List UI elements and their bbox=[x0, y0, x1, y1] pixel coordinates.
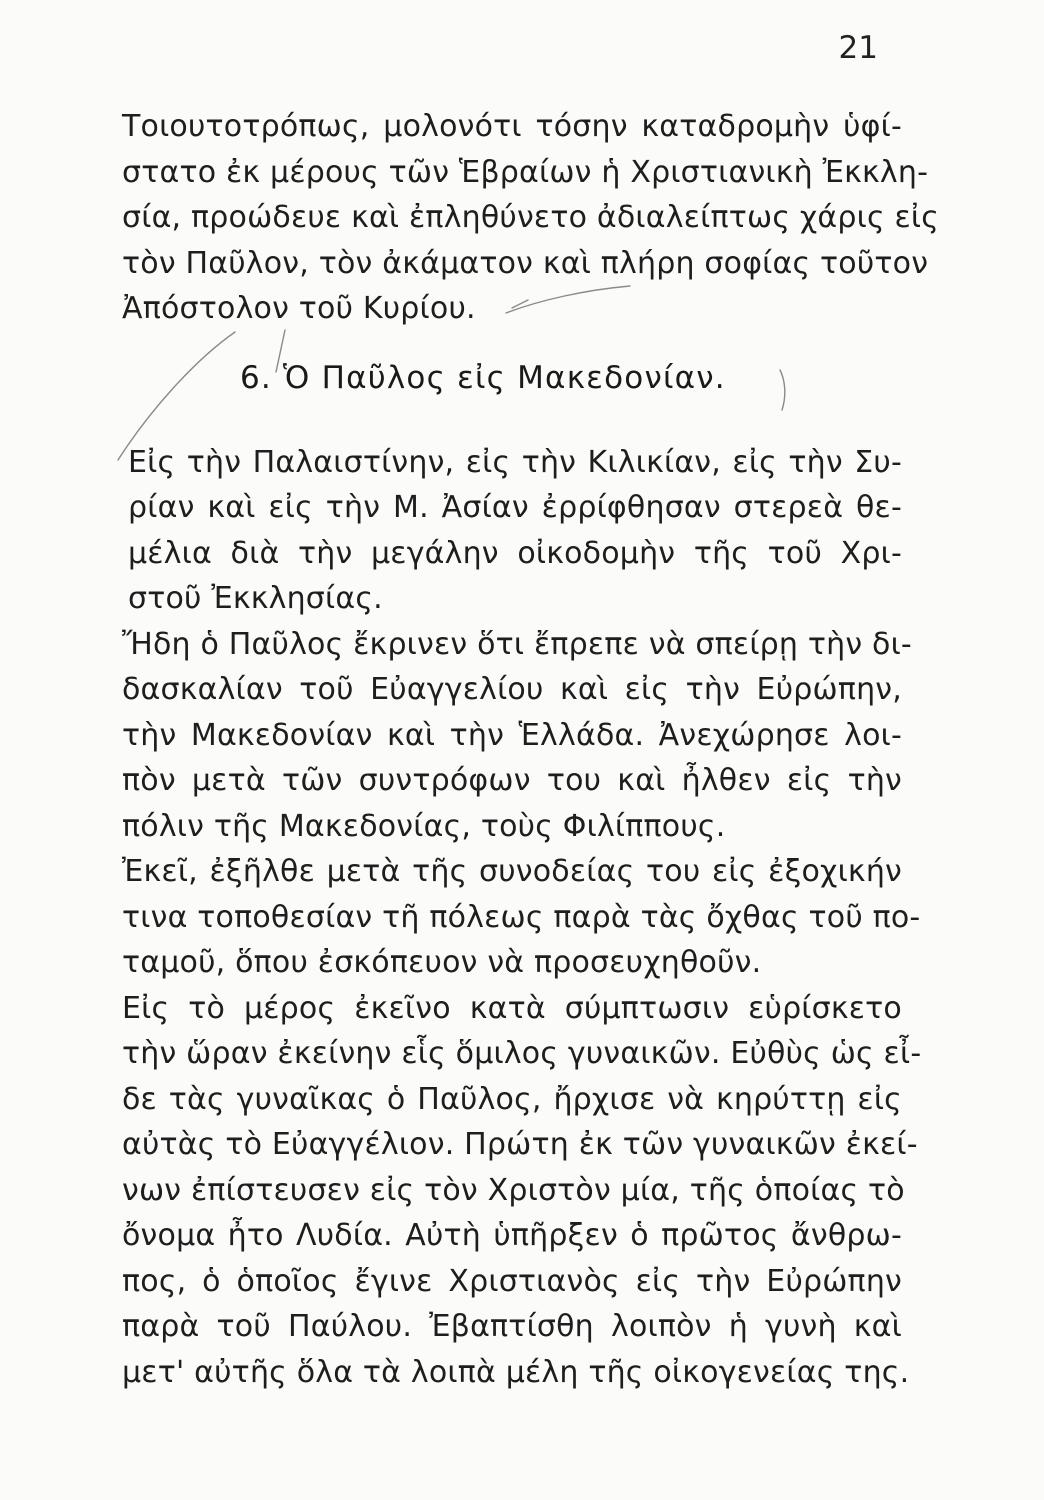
text-line: στατο ἐκ μέρους τῶν Ἑβραίων ἡ Χριστιανικὴ Ἐκκλη- bbox=[122, 154, 929, 190]
text-line: μετ' αὐτῆς ὅλα τὰ λοιπὰ μέλη τῆς οἰκογενείας της. bbox=[122, 1354, 910, 1390]
text-line: Ἤδη ὁ Παῦλος ἔκρινεν ὅτι ἔπρεπε νὰ σπείρῃ τὴν δι- bbox=[122, 626, 912, 662]
text-line: πὸν μετὰ τῶν συντρόφων του καὶ ἦλθεν εἰς τὴν bbox=[122, 763, 902, 798]
text-line: τὴν ὥραν ἐκείνην εἷς ὅμιλος γυναικῶν. Εὐθὺς ὡς εἶ- bbox=[122, 1036, 922, 1071]
text-line: σία, προώδευε καὶ ἐπληθύνετο ἀδιαλείπτως χάρις εἰς bbox=[122, 200, 940, 235]
text-line: Ἐκεῖ, ἐξῆλθε μετὰ τῆς συνοδείας του εἰς ἐξοχικήν bbox=[122, 854, 902, 889]
text-line: Εἰς τὴν Παλαιστίνην, εἰς τὴν Κιλικίαν, εἰς τὴν Συ- bbox=[128, 444, 902, 480]
paragraph bbox=[122, 849, 921, 986]
text-line: παρὰ τοῦ Παύλου. Ἐβαπτίσθη λοιπὸν ἡ γυνὴ καὶ bbox=[122, 1309, 902, 1344]
text-line: δε τὰς γυναῖκας ὁ Παῦλος, ἤρχισε νὰ κηρύττῃ εἰς bbox=[122, 1081, 902, 1117]
text-line: πόλιν τῆς Μακεδονίας, τοὺς Φιλίππους. bbox=[122, 808, 726, 844]
intro-paragraph bbox=[122, 104, 940, 332]
section-heading: 6. Ὁ Παῦλος εἰς Μακεδονίαν. bbox=[240, 360, 726, 396]
text-line: στοῦ Ἐκκλησίας. bbox=[128, 581, 383, 616]
text-line: ρίαν καὶ εἰς τὴν Μ. Ἀσίαν ἐρρίφθησαν στερεὰ θε- bbox=[128, 490, 902, 525]
text-line: ταμοῦ, ὅπου ἐσκόπευον νὰ προσευχηθοῦν. bbox=[122, 945, 762, 980]
text-line: Ἀπόστολον τοῦ Κυρίου. bbox=[122, 291, 476, 326]
text-line: ὄνομα ἦτο Λυδία. Αὐτὴ ὑπῆρξεν ὁ πρῶτος ἄνθρω- bbox=[122, 1218, 902, 1253]
text-line: αὐτὰς τὸ Εὐαγγέλιον. Πρώτη ἐκ τῶν γυναικῶν ἐκεί- bbox=[122, 1127, 918, 1162]
text-line: τὸν Παῦλον, τὸν ἀκάματον καὶ πλήρη σοφίας τοῦτον bbox=[122, 245, 929, 281]
paragraph bbox=[122, 622, 912, 850]
text-line: τινα τοποθεσίαν τῆ πόλεως παρὰ τὰς ὄχθας τοῦ πο- bbox=[122, 899, 921, 935]
text-line: Τοιουτοτρόπως, μολονότι τόσην καταδρομὴν ὑφί- bbox=[122, 109, 902, 144]
text-line: μέλια διὰ τὴν μεγάλην οἰκοδομὴν τῆς τοῦ Χρι- bbox=[128, 535, 902, 571]
text-line: δασκαλίαν τοῦ Εὐαγγελίου καὶ εἰς τὴν Εὐρώπην, bbox=[122, 672, 902, 707]
paragraph bbox=[122, 986, 922, 1396]
text-line: νων ἐπίστευσεν εἰς τὸν Χριστὸν μία, τῆς ὁποίας τὸ bbox=[122, 1172, 905, 1208]
page-number: 21 bbox=[838, 30, 878, 66]
text-line: Εἰς τὸ μέρος ἐκεῖνο κατὰ σύμπτωσιν εὑρίσκετο bbox=[122, 990, 902, 1026]
page-body bbox=[122, 104, 940, 1395]
text-line: πος, ὁ ὁποῖος ἔγινε Χριστιανὸς εἰς τὴν Εὐρώπην bbox=[122, 1263, 902, 1299]
text-line: τὴν Μακεδονίαν καὶ τὴν Ἑλλάδα. Ἀνεχώρησε λοι- bbox=[122, 717, 902, 753]
paragraph bbox=[122, 440, 902, 622]
